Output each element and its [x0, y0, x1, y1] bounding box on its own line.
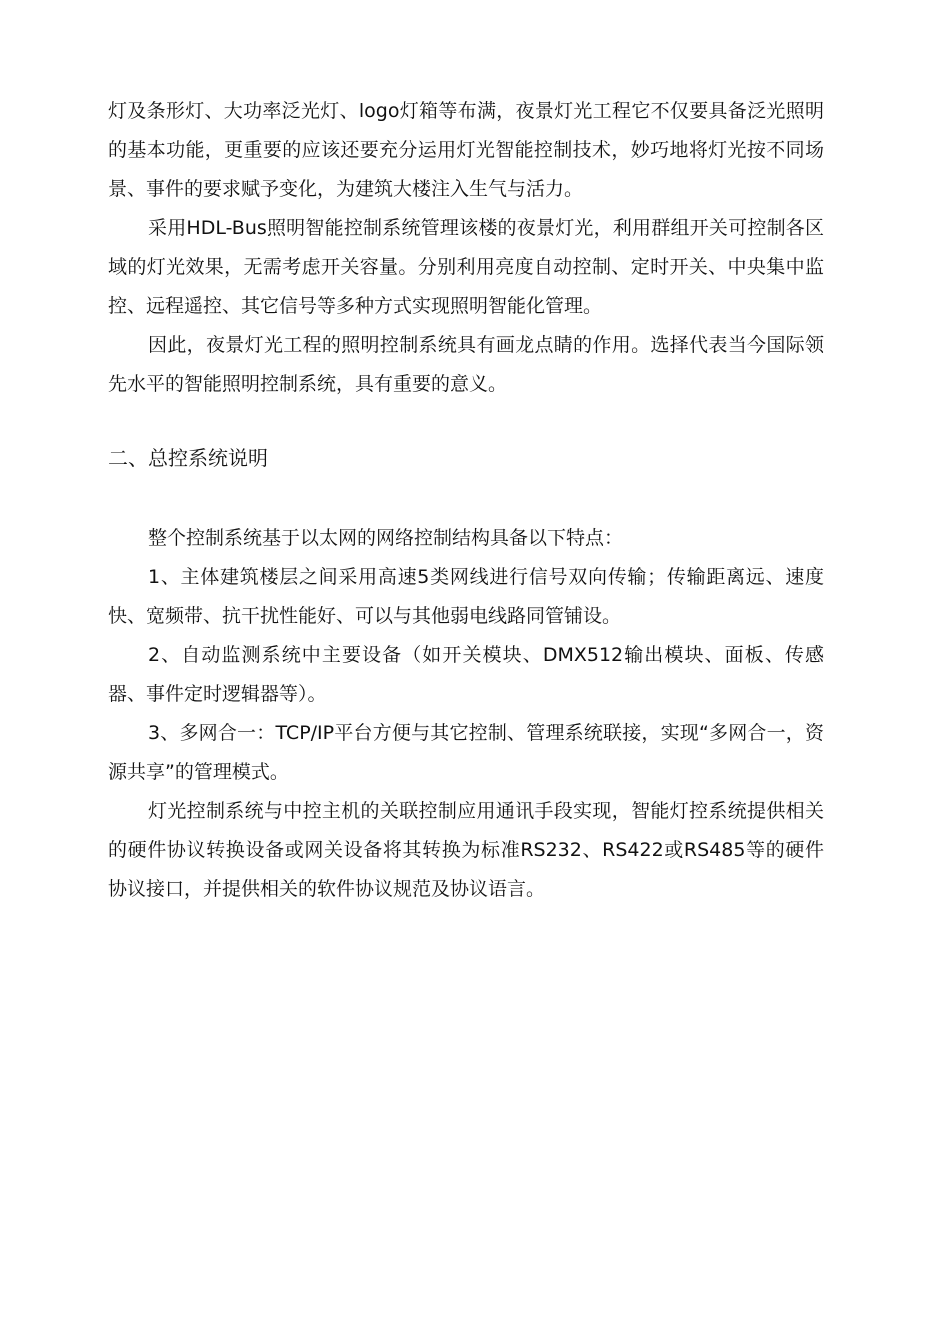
section-heading: 二、总控系统说明 — [108, 446, 268, 470]
paragraph-features-intro: 整个控制系统基于以太网的网络控制结构具备以下特点： — [148, 527, 624, 549]
paragraph-feature-1: 1、主体建筑楼层之间采用高速5类网线进行信号双向传输；传输距离远、速度快、宽频带、抗干扰性能好、可以与其他弱电线路同管铺设。 — [108, 566, 824, 627]
paragraph-feature-3: 3、多网合一：TCP/IP平台方便与其它控制、管理系统联接，实现“多网合一，资源共享”的管理模式。 — [108, 722, 824, 783]
paragraph-protocol: 灯光控制系统与中控主机的关联控制应用通讯手段实现，智能灯控系统提供相关的硬件协议转换设备或网关设备将其转换为标准RS232、RS422或RS485等的硬件协议接口，并提供相关的软件协议规范及协议语言。 — [108, 800, 824, 900]
paragraph-conclusion: 因此，夜景灯光工程的照明控制系统具有画龙点睛的作用。选择代表当今国际领先水平的智能照明控制系统，具有重要的意义。 — [108, 334, 824, 395]
paragraph-feature-2: 2、自动监测系统中主要设备（如开关模块、DMX512输出模块、面板、传感器、事件定时逻辑器等）。 — [108, 644, 824, 705]
spacer — [108, 404, 824, 439]
document-body — [108, 92, 824, 909]
paragraph-lighting-intro: 灯及条形灯、大功率泛光灯、logo灯箱等布满，夜景灯光工程它不仅要具备泛光照明的基本功能，更重要的应该还要充分运用灯光智能控制技术，妙巧地将灯光按不同场景、事件的要求赋予变化，为建筑大楼注入生气与活力。 — [108, 100, 824, 200]
spacer — [108, 478, 824, 519]
paragraph-hdl-bus: 采用HDL-Bus照明智能控制系统管理该楼的夜景灯光，利用群组开关可控制各区域的灯光效果，无需考虑开关容量。分别利用亮度自动控制、定时开关、中央集中监控、远程遥控、其它信号等多种方式实现照明智能化管理。 — [108, 217, 824, 317]
